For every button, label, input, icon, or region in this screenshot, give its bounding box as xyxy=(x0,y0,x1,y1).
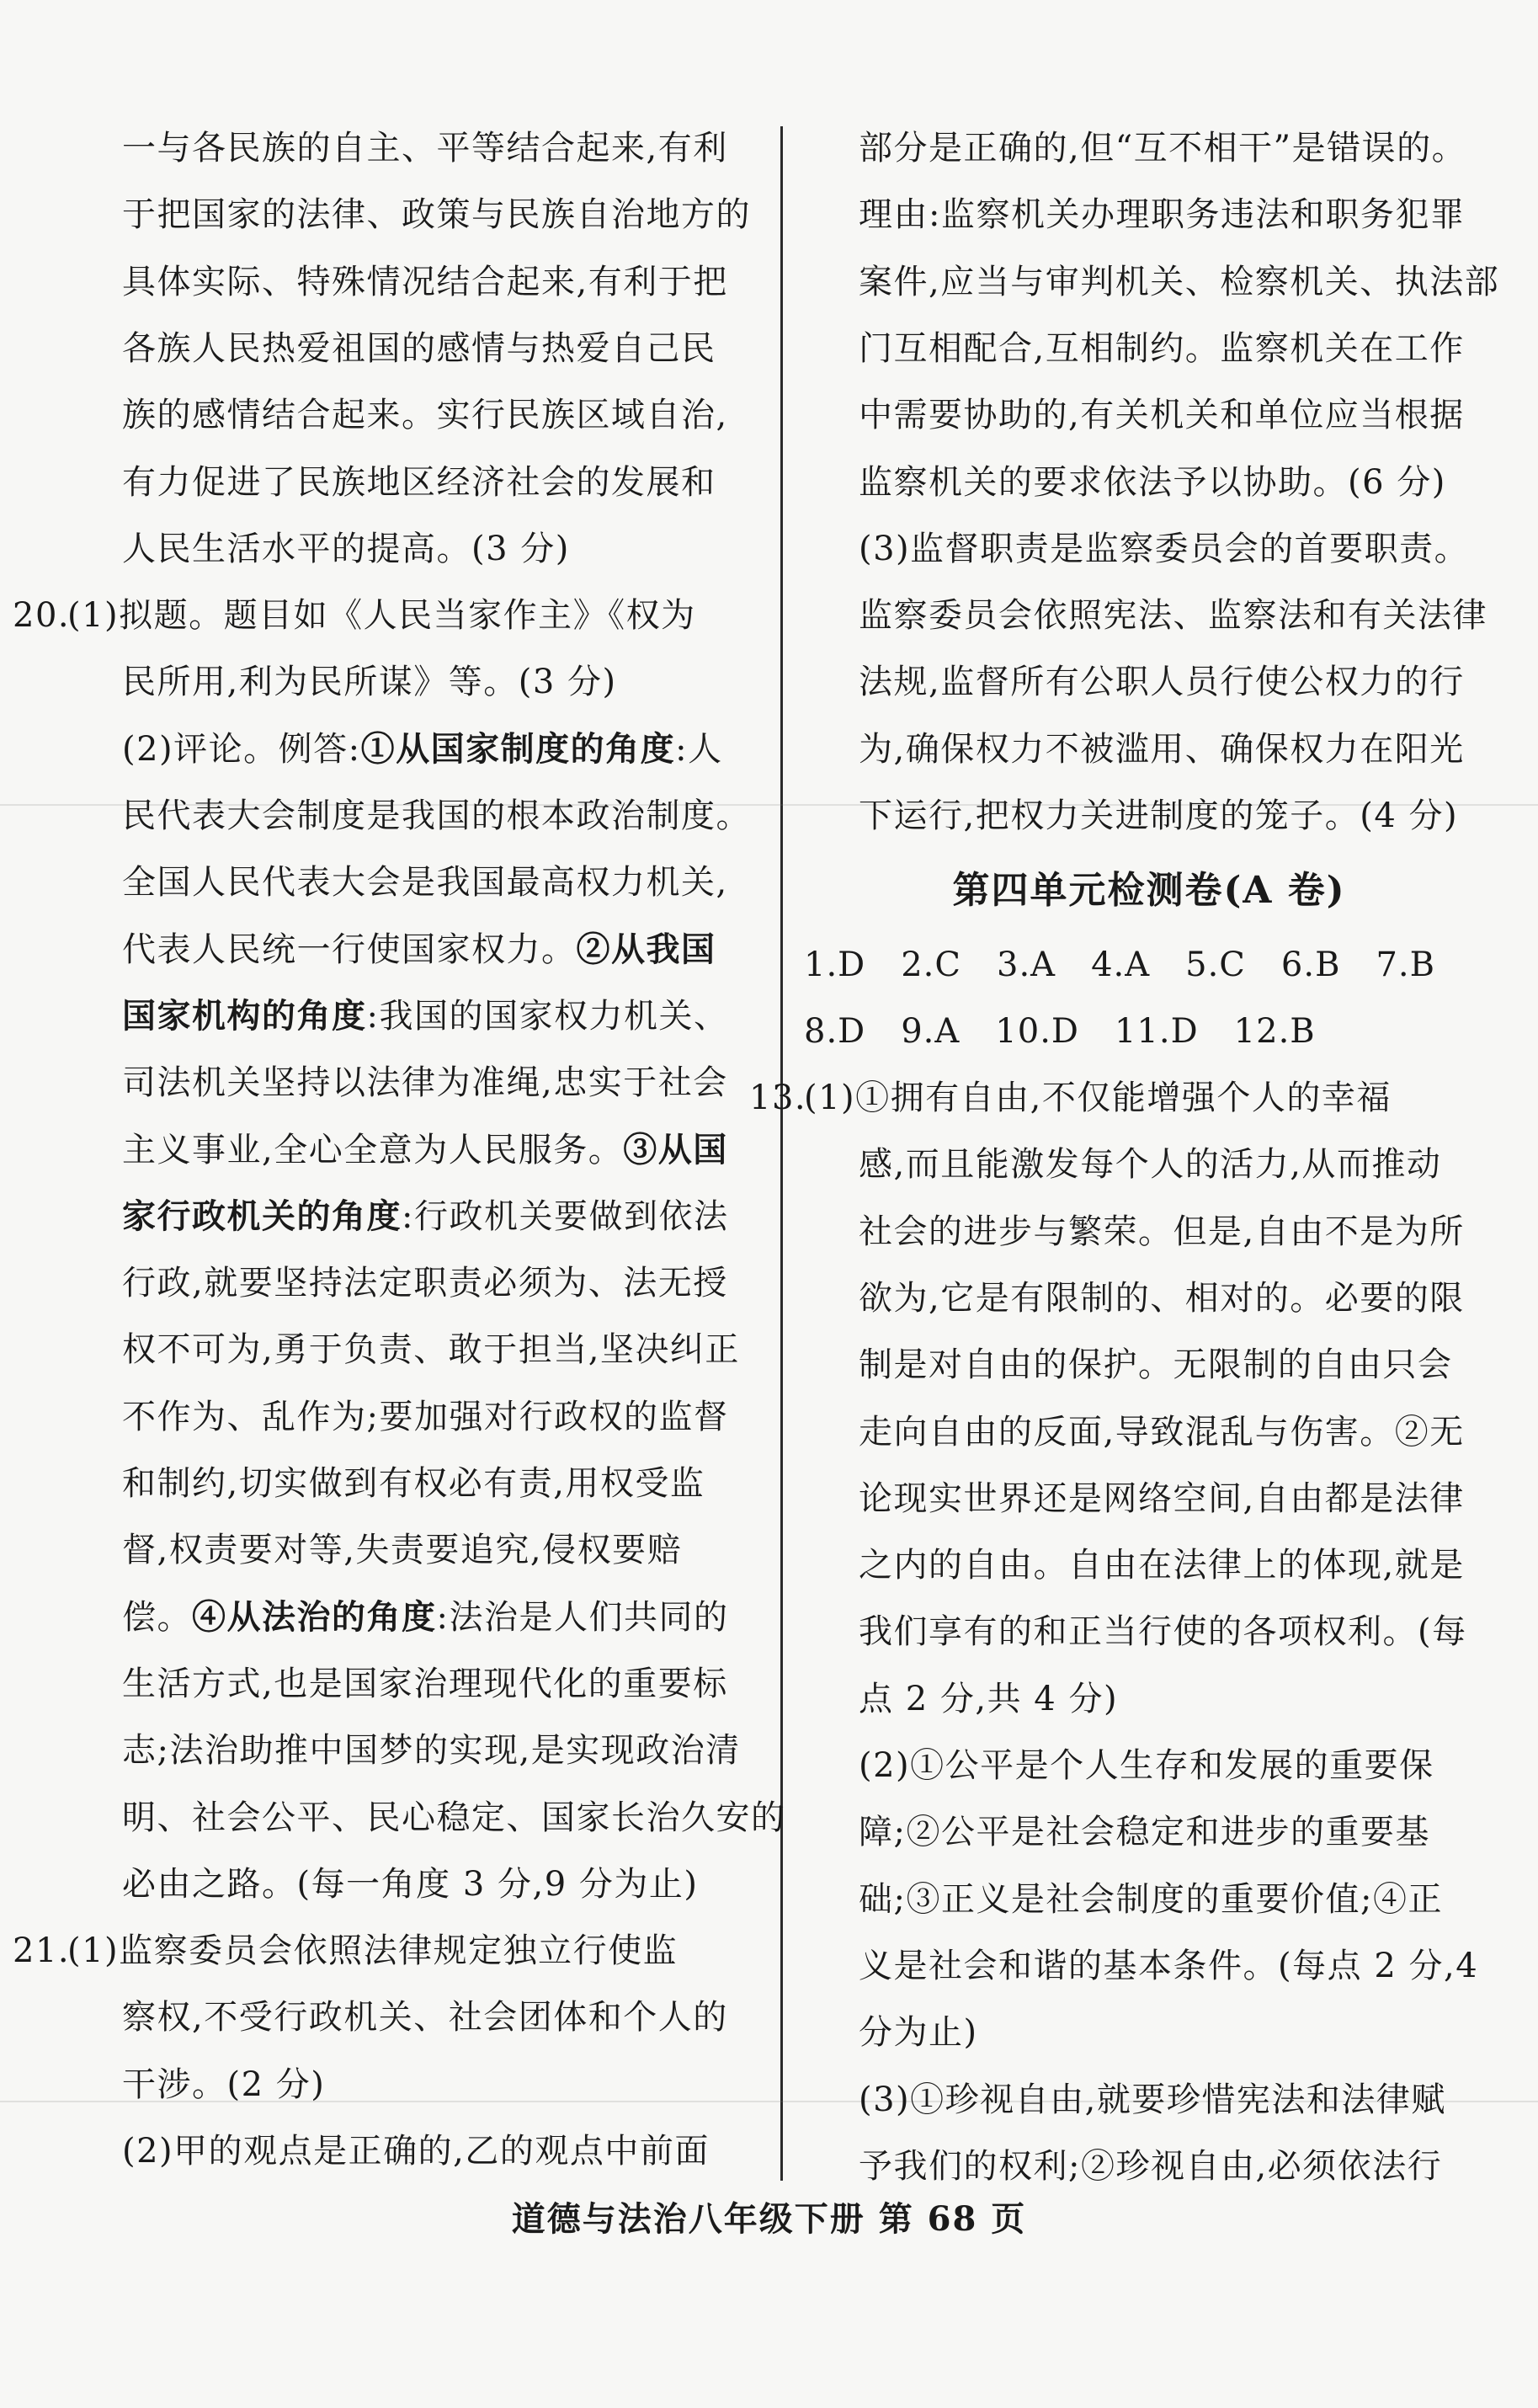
text-line xyxy=(67,1463,705,1504)
text-line xyxy=(67,1329,740,1370)
bold-phrase: 国家机构的角度 xyxy=(122,995,367,1036)
text-line xyxy=(67,1664,728,1704)
text-fragment: 生活方式,也是国家治理现代化的重要标 xyxy=(122,1664,728,1703)
text-fragment: 志;法治助推中国梦的实现,是实现政治清 xyxy=(122,1731,741,1771)
text-line xyxy=(804,1278,1465,1319)
text-line xyxy=(804,1144,1441,1185)
text-line xyxy=(804,1946,1478,1986)
text-line xyxy=(804,529,1469,569)
text-fragment: 为,确保权力不被滥用、确保权力在阳光 xyxy=(859,729,1465,769)
text-fragment: :人 xyxy=(675,729,723,769)
text-fragment: 社会的进步与繁荣。但是,自由不是为所 xyxy=(859,1212,1465,1251)
text-line xyxy=(67,862,728,903)
text-line xyxy=(13,1931,678,1971)
text-fragment: 必由之路。(每一角度 3 分,9 分为止) xyxy=(122,1864,699,1904)
text-line xyxy=(67,662,617,702)
text-fragment: (2)甲的观点是正确的,乙的观点中前面 xyxy=(122,2132,710,2171)
text-line xyxy=(67,1063,728,1103)
text-fragment: 明、社会公平、民心稳定、国家长治久安的 xyxy=(122,1798,786,1837)
text-line xyxy=(13,595,696,636)
text-line xyxy=(804,1478,1465,1519)
bold-phrase: ③从国 xyxy=(623,1129,728,1169)
text-fragment: 之内的自由。自由在法律上的体现,就是 xyxy=(859,1546,1465,1585)
answer-item: 3.A xyxy=(997,946,1056,984)
column-divider xyxy=(780,126,783,2181)
bold-phrase: ②从我国 xyxy=(576,929,716,969)
text-fragment: 予我们的权利;②珍视自由,必须依法行 xyxy=(859,2146,1443,2186)
text-line xyxy=(804,1812,1430,1852)
text-fragment: 点 2 分,共 4 分) xyxy=(859,1679,1119,1718)
text-line xyxy=(804,1745,1434,1786)
page-footer: 道德与法治八年级下册 第 68 页 xyxy=(511,2199,1027,2239)
answer-item: 6.B xyxy=(1280,946,1341,984)
text-fragment: 理由:监察机关办理职务违法和职务犯罪 xyxy=(859,195,1466,235)
text-fragment: 权不可为,勇于负责、敢于担当,坚决纠正 xyxy=(122,1330,740,1370)
text-line xyxy=(67,996,728,1036)
text-fragment: 不作为、乱作为;要加强对行政权的监督 xyxy=(122,1397,729,1436)
text-line xyxy=(804,595,1487,636)
text-fragment: 障;②公平是社会稳定和进步的重要基 xyxy=(859,1813,1430,1852)
answer-item: 5.C xyxy=(1185,946,1246,984)
text-fragment: :法治是人们共同的 xyxy=(436,1597,729,1637)
text-fragment: (3)监督职责是监察委员会的首要职责。 xyxy=(859,529,1470,568)
text-line xyxy=(67,328,716,369)
text-line xyxy=(804,1212,1465,1252)
answer-item: 10.D xyxy=(995,1012,1079,1051)
text-fragment: 偿。 xyxy=(122,1597,192,1637)
text-line xyxy=(67,1997,728,2038)
text-fragment: 和制约,切实做到有权必有责,用权受监 xyxy=(122,1464,705,1503)
text-line xyxy=(67,1196,728,1237)
text-line xyxy=(67,2064,325,2105)
text-line xyxy=(67,395,728,435)
text-fragment: (1)拟题。题目如《人民当家作主》《权为 xyxy=(67,596,696,636)
text-line xyxy=(67,729,723,770)
text-fragment: 各族人民热爱祖国的感情与热爱自己民 xyxy=(122,328,716,368)
text-fragment: 人民生活水平的提高。(3 分) xyxy=(122,529,570,568)
text-line xyxy=(67,2131,710,2171)
text-line xyxy=(67,1798,786,1838)
text-fragment: 司法机关坚持以法律为准绳,忠实于社会 xyxy=(122,1063,728,1103)
text-fragment: 感,而且能激发每个人的活力,从而推动 xyxy=(859,1145,1442,1185)
text-fragment: (2)评论。例答: xyxy=(122,729,361,769)
text-fragment: 义是社会和谐的基本条件。(每点 2 分,4 xyxy=(859,1946,1479,1985)
text-line xyxy=(67,1597,728,1638)
text-line xyxy=(67,262,728,302)
text-fragment: :我国的国家权力机关、 xyxy=(366,996,729,1036)
text-fragment: 行政,就要坚持法定职责必须为、法无授 xyxy=(122,1264,728,1303)
question-number: 20. xyxy=(13,596,71,636)
answer-item: 11.D xyxy=(1114,1012,1199,1051)
text-line xyxy=(804,2012,978,2053)
text-line xyxy=(804,1679,1118,1719)
text-line xyxy=(804,2146,1442,2187)
answer-item: 1.D xyxy=(804,946,866,984)
text-line xyxy=(67,1263,728,1303)
answer-item: 12.B xyxy=(1233,1012,1316,1051)
text-line xyxy=(804,1412,1465,1452)
question-number: 21. xyxy=(13,1931,71,1971)
text-line xyxy=(67,930,716,970)
text-fragment: 中需要协助的,有关机关和单位应当根据 xyxy=(859,396,1465,435)
text-fragment: 代表人民统一行使国家权力。 xyxy=(122,930,577,969)
text-fragment: 察权,不受行政机关、社会团体和个人的 xyxy=(122,1998,728,2038)
bold-phrase: ④从法治的角度 xyxy=(192,1596,437,1637)
text-fragment: 我们享有的和正当行使的各项权利。(每 xyxy=(859,1612,1467,1652)
text-line xyxy=(67,1130,728,1170)
text-fragment: 走向自由的反面,导致混乱与伤害。②无 xyxy=(859,1412,1465,1452)
text-fragment: 下运行,把权力关进制度的笼子。(4 分) xyxy=(859,796,1459,835)
text-fragment: 于把国家的法律、政策与民族自治地方的 xyxy=(122,195,751,235)
text-line xyxy=(804,1612,1467,1652)
text-fragment: 有力促进了民族地区经济社会的发展和 xyxy=(122,462,716,502)
text-line xyxy=(67,1864,698,1905)
text-fragment: (2)①公平是个人生存和发展的重要保 xyxy=(859,1746,1434,1785)
bold-phrase: 家行政机关的角度 xyxy=(122,1196,402,1236)
text-fragment: 门互相配合,互相制约。监察机关在工作 xyxy=(859,328,1465,368)
text-fragment: 分为止) xyxy=(859,2013,978,2053)
text-line xyxy=(67,796,751,836)
text-fragment: 案件,应当与审判机关、检察机关、执法部 xyxy=(859,262,1500,301)
text-line xyxy=(804,262,1499,302)
text-fragment: 欲为,它是有限制的、相对的。必要的限 xyxy=(859,1278,1465,1318)
text-line xyxy=(804,729,1465,770)
text-fragment: 础;③正义是社会制度的重要价值;④正 xyxy=(859,1879,1443,1919)
answer-item: 2.C xyxy=(901,946,962,984)
text-line xyxy=(67,128,728,168)
text-fragment: 干涉。(2 分) xyxy=(122,2064,326,2104)
text-line xyxy=(804,1545,1465,1585)
answer-item: 9.A xyxy=(901,1012,961,1051)
text-fragment: 监察委员会依照宪法、监察法和有关法律 xyxy=(859,596,1487,636)
text-line xyxy=(67,194,751,235)
text-line xyxy=(67,1730,741,1771)
text-fragment: 论现实世界还是网络空间,自由都是法律 xyxy=(859,1478,1465,1518)
text-fragment: 法规,监督所有公职人员行使公权力的行 xyxy=(859,663,1465,702)
answer-item: 8.D xyxy=(804,1012,866,1051)
text-line xyxy=(804,194,1465,235)
text-line xyxy=(804,128,1466,168)
text-fragment: 主义事业,全心全意为人民服务。 xyxy=(122,1130,624,1169)
text-line xyxy=(804,1345,1453,1385)
text-fragment: (1)监察委员会依照法律规定独立行使监 xyxy=(67,1931,679,1971)
text-line xyxy=(67,529,570,569)
text-line xyxy=(67,1530,682,1570)
answer-row xyxy=(804,1011,1351,1052)
text-line xyxy=(804,2080,1446,2120)
answer-item: 4.A xyxy=(1091,946,1151,984)
text-fragment: 族的感情结合起来。实行民族区域自治, xyxy=(122,396,728,435)
text-line xyxy=(804,395,1465,435)
text-line xyxy=(749,1078,1392,1118)
text-fragment: 部分是正确的,但“互不相干”是错误的。 xyxy=(859,129,1467,168)
text-line xyxy=(67,1397,728,1437)
text-fragment: 督,权责要对等,失责要追究,侵权要赔 xyxy=(122,1531,683,1570)
text-fragment: (1)①拥有自由,不仅能增强个人的幸福 xyxy=(804,1079,1392,1117)
text-line xyxy=(804,1879,1443,1920)
text-fragment: 全国人民代表大会是我国最高权力机关, xyxy=(122,863,728,903)
text-line xyxy=(804,462,1446,503)
text-fragment: 具体实际、特殊情况结合起来,有利于把 xyxy=(122,262,728,301)
text-fragment: 监察机关的要求依法予以协助。(6 分) xyxy=(859,462,1446,502)
text-line xyxy=(804,796,1458,836)
text-fragment: :行政机关要做到依法 xyxy=(402,1196,729,1236)
text-fragment: 制是对自由的保护。无限制的自由只会 xyxy=(859,1345,1453,1385)
answer-item: 7.B xyxy=(1376,946,1436,984)
text-fragment: 民所用,利为民所谋》等。(3 分) xyxy=(122,663,617,702)
text-line xyxy=(804,328,1465,369)
question-number: 13. xyxy=(749,1079,807,1117)
section-title: 第四单元检测卷(A 卷) xyxy=(952,869,1346,912)
text-line xyxy=(804,662,1465,702)
text-fragment: (3)①珍视自由,就要珍惜宪法和法律赋 xyxy=(859,2080,1446,2119)
text-fragment: 民代表大会制度是我国的根本政治制度。 xyxy=(122,796,751,835)
text-line xyxy=(67,462,716,503)
text-fragment: 一与各民族的自主、平等结合起来,有利 xyxy=(122,129,728,168)
answer-row xyxy=(804,945,1471,985)
bold-phrase: ①从国家制度的角度 xyxy=(360,728,676,769)
